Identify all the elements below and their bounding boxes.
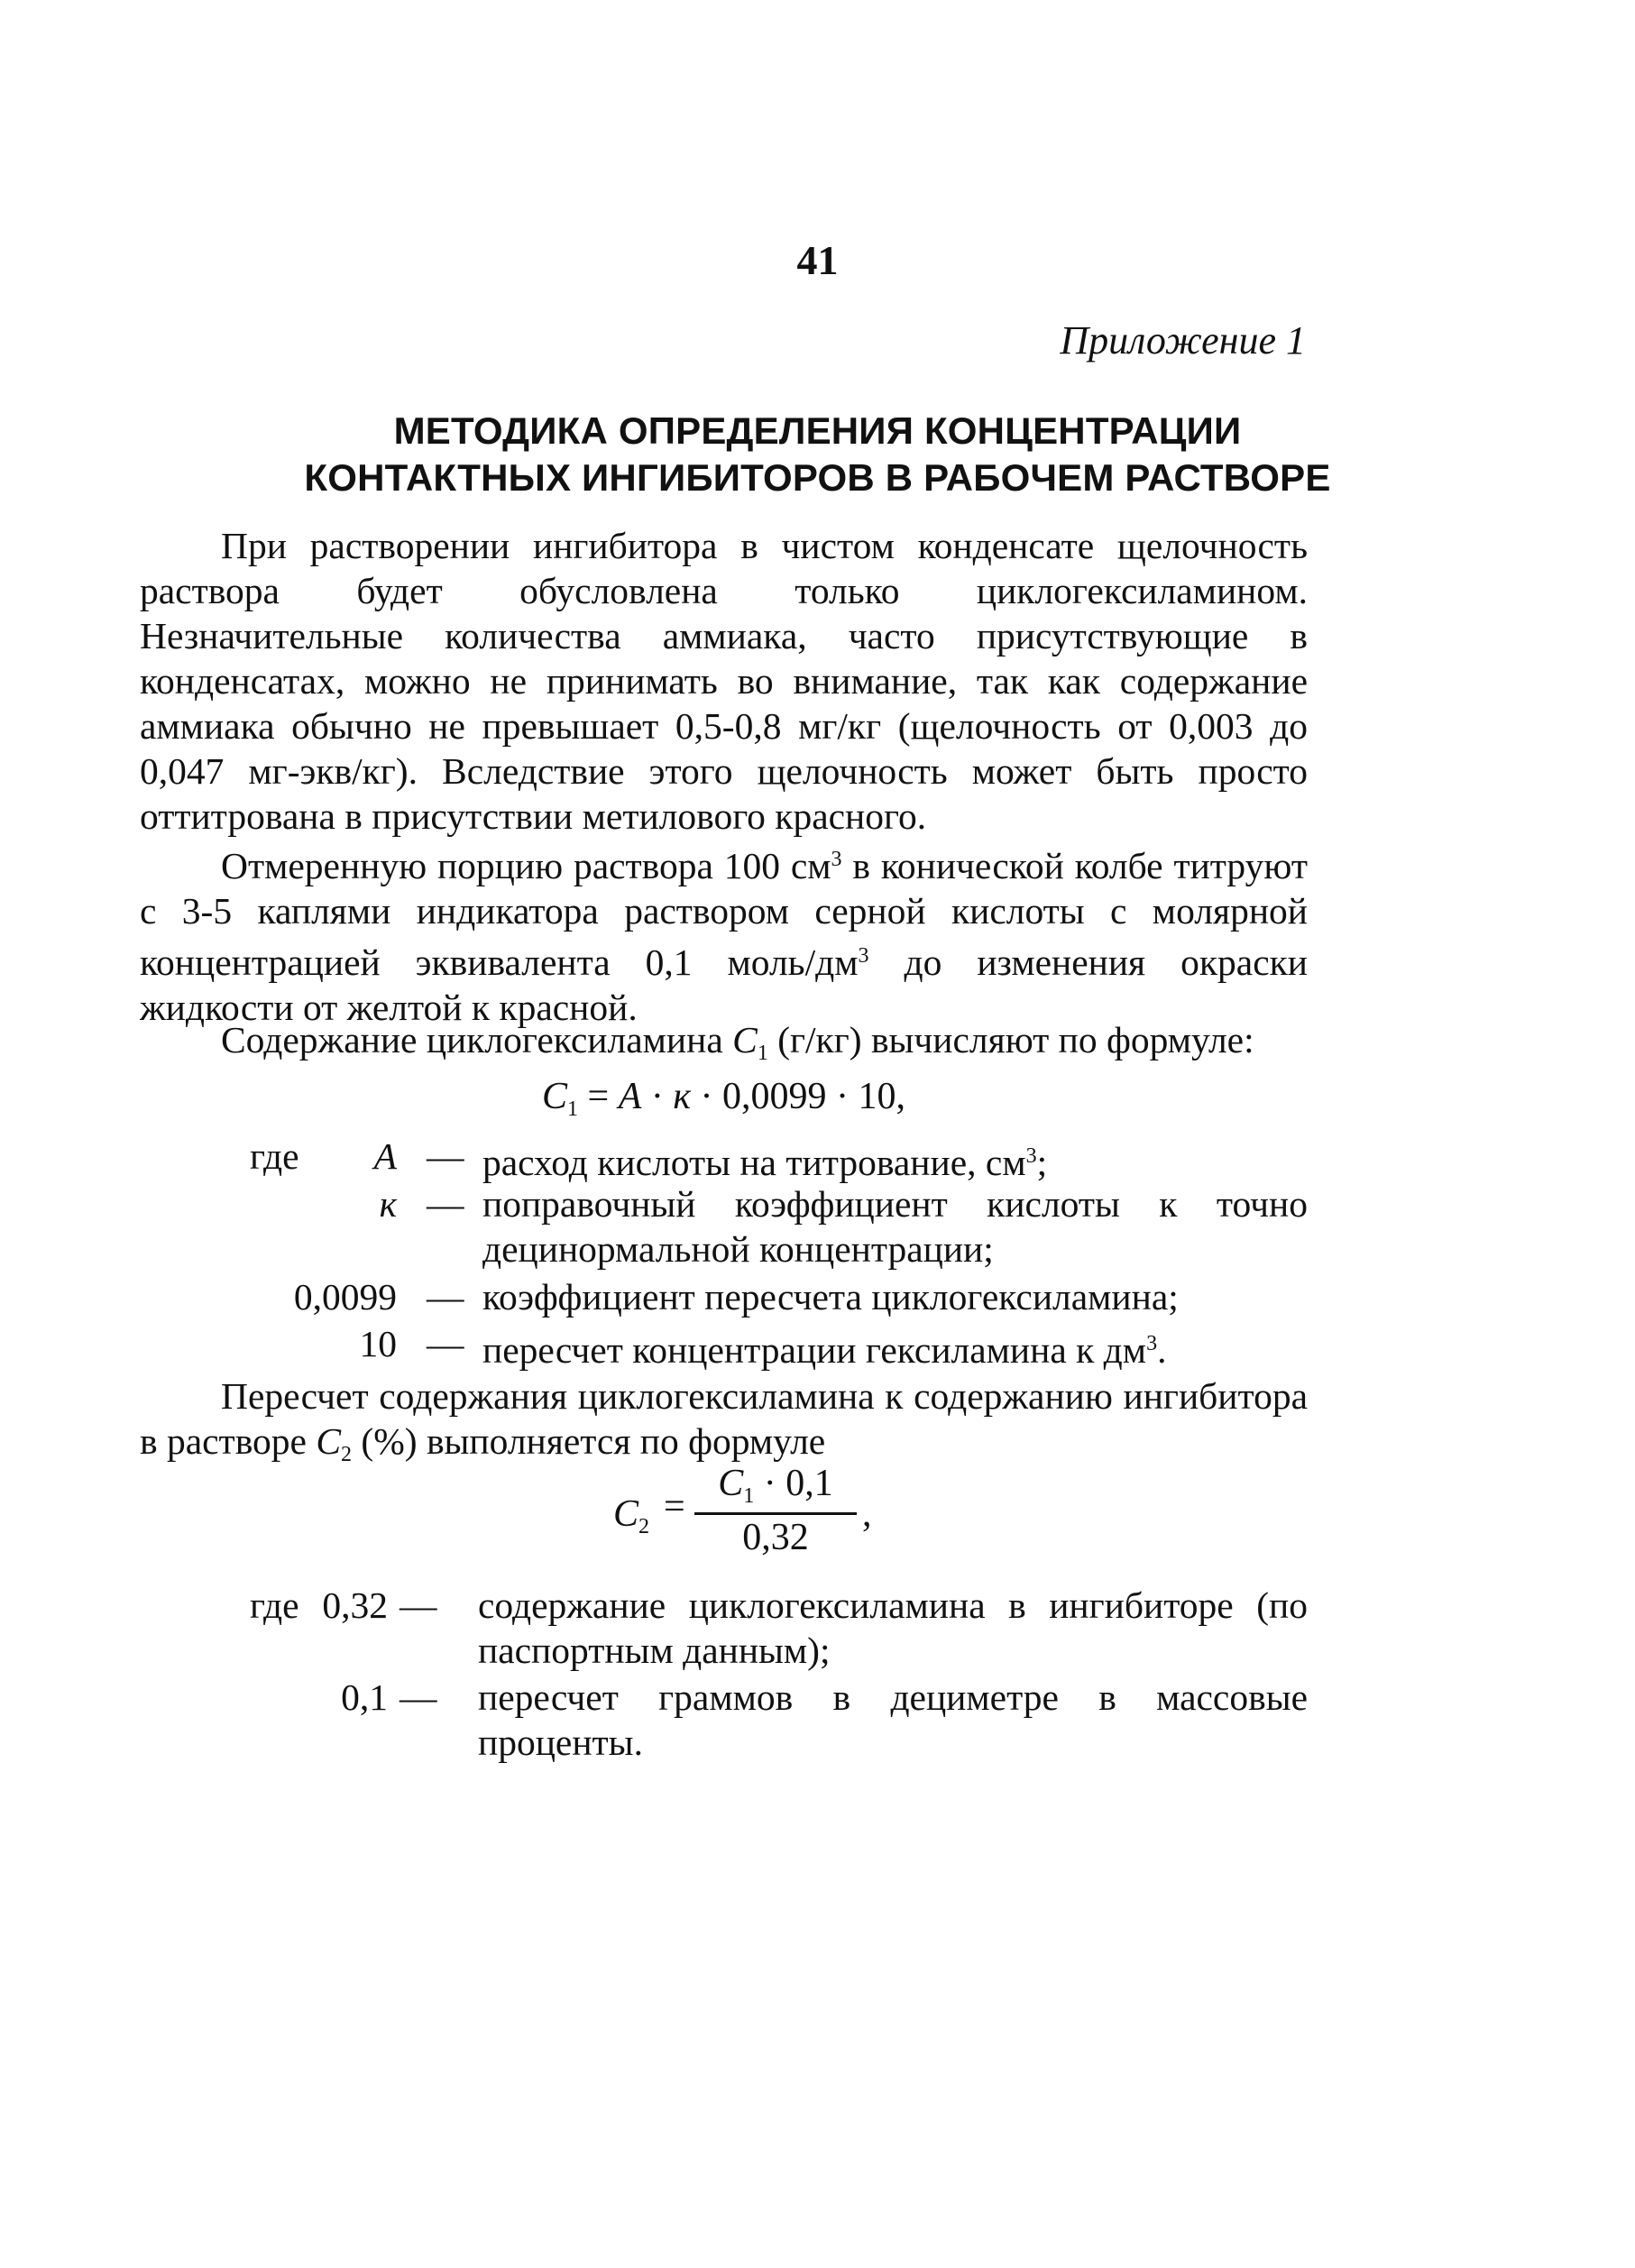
formula-c1	[542, 1075, 905, 1122]
subscript-2: 2	[341, 1443, 352, 1466]
definition-text: пересчет граммов в дециметре в массовые проценты.	[478, 1676, 1308, 1763]
definition-text	[482, 1134, 1308, 1185]
definition-text-part: расход кислоты на титрование, см	[482, 1142, 1026, 1183]
definition-symbol: к	[379, 1183, 397, 1225]
definition-symbol: 0,32	[322, 1584, 388, 1626]
var-c: C	[732, 1019, 758, 1061]
definition-symbol: 10	[359, 1323, 397, 1364]
definition-row	[0, 1675, 1635, 1765]
paragraph-intro: При растворении ингибитора в чистом конденсате щелочность раствора будет обусловлена только циклогексиламином. Незначительные количества аммиака, часто присутствующие в конденсатах, можно не принимать во внимание, так как содержание аммиака обычно не превышает 0,5-0,8 мг/кг (щелочность от 0,003 до 0,047 мг-экв/кг). Вследствие этого щелочность может быть просто оттитрована в присутствии метилового красного.	[140, 525, 1308, 837]
fraction-bar	[694, 1512, 857, 1515]
definition-text-end: ;	[1036, 1142, 1048, 1183]
definition-text-end: .	[1157, 1329, 1167, 1371]
definition-symbol: 0,1	[341, 1676, 388, 1718]
formula-lhs-var: C	[542, 1076, 568, 1117]
definition-text-part: пересчет концентрации гексиламина к дм	[482, 1329, 1147, 1371]
definition-lead: где	[250, 1584, 299, 1626]
subscript-1: 1	[757, 1042, 768, 1065]
formula2-lhs-var: C	[613, 1493, 639, 1535]
calc-intro-text-1: Содержание циклогексиламина	[221, 1019, 733, 1061]
conversion-text-1: Пересчет содержания циклогексиламина к содержанию ингибитора в растворе	[140, 1375, 1308, 1462]
definition-text: поправочный коэффициент кислоты к точно децинормальной концентрации;	[482, 1183, 1308, 1270]
var-c: C	[316, 1420, 341, 1462]
appendix-label: Приложение 1	[1060, 318, 1306, 363]
formula-var-k: к	[673, 1076, 692, 1117]
paragraph-procedure	[140, 837, 1308, 1030]
formula2-numerator	[699, 1462, 852, 1509]
page-title	[0, 408, 1635, 501]
formula2-comma: ,	[862, 1493, 872, 1535]
definition-text: коэффициент пересчета циклогексиламина;	[482, 1276, 1179, 1318]
procedure-text-3: до изменения окраски жидкости от желтой к красной.	[140, 941, 1308, 1028]
definition-dash: —	[400, 1676, 437, 1718]
definition-row	[0, 1274, 1635, 1319]
formula-dot: ·	[641, 1076, 674, 1117]
formula-var-a: A	[618, 1076, 642, 1117]
formula2-num-sub: 1	[743, 1484, 755, 1508]
definition-row	[0, 1583, 1635, 1673]
superscript-3: 3	[858, 944, 869, 968]
formula-c2	[613, 1465, 884, 1565]
superscript-3: 3	[1146, 1332, 1158, 1355]
formula2-eq: =	[664, 1486, 685, 1528]
calc-intro-text-2: (г/кг) вычисляют по формуле:	[767, 1019, 1254, 1061]
superscript-3: 3	[831, 848, 842, 871]
title-line-2: КОНТАКТНЫХ ИНГИБИТОРОВ В РАБОЧЕМ РАСТВОРЕ	[304, 456, 1331, 499]
definition-dash: —	[427, 1323, 464, 1364]
definition-symbol: A	[373, 1135, 397, 1177]
formula-lhs-sub: 1	[567, 1097, 579, 1121]
title-line-1: МЕТОДИКА ОПРЕДЕЛЕНИЯ КОНЦЕНТРАЦИИ	[393, 409, 1242, 452]
definition-dash: —	[400, 1584, 437, 1626]
definition-row	[0, 1321, 1635, 1371]
definition-row	[0, 1134, 1635, 1183]
formula2-num-var: C	[718, 1463, 744, 1504]
formula2-lhs	[613, 1492, 649, 1539]
superscript-3: 3	[1025, 1144, 1037, 1168]
procedure-text-2: в конической колбе титруют с 3-5 каплями индикатора раствором серной кислоты с молярной концентрацией эквивалента 0,1 моль/дм	[140, 845, 1308, 983]
formula2-lhs-sub: 2	[638, 1515, 650, 1538]
definition-row	[0, 1181, 1635, 1272]
formula2-num-tail: · 0,1	[763, 1463, 833, 1504]
definition-symbol: 0,0099	[293, 1276, 397, 1318]
paragraph-calc-intro	[140, 1017, 1308, 1076]
formula2-denominator: 0,32	[742, 1517, 809, 1558]
formula-eq: =	[587, 1076, 619, 1117]
definition-text	[482, 1321, 1308, 1373]
definition-dash: —	[427, 1183, 464, 1225]
procedure-text-1: Отмеренную порцию раствора 100 см	[221, 845, 831, 886]
definition-dash: —	[427, 1276, 464, 1318]
definition-dash: —	[427, 1135, 464, 1177]
formula-tail: · 0,0099 · 10,	[691, 1076, 905, 1117]
definition-lead: где	[250, 1135, 299, 1177]
page-number: 41	[796, 237, 839, 283]
conversion-text-2: (%) выполняется по формуле	[352, 1420, 826, 1462]
definition-text: содержание циклогексиламина в ингибиторе (по паспортным данным);	[478, 1584, 1308, 1671]
